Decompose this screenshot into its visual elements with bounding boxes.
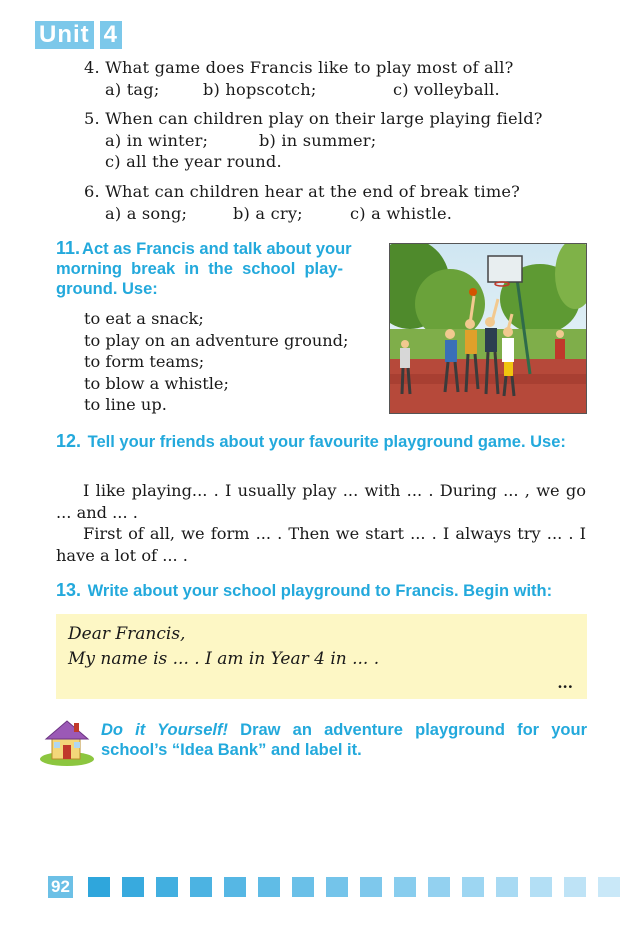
house-icon bbox=[38, 715, 96, 767]
do-it-yourself-task bbox=[101, 720, 587, 760]
question-6: 6. What can children hear at the end of break time? a) a song; b) a cry; c) a whistle. bbox=[84, 182, 521, 223]
letter-box bbox=[56, 614, 587, 699]
task-12-paragraph-2: First of all, we form ... . Then we start ... . I always try ... . I have a lot of ... . bbox=[56, 524, 586, 565]
page-number: 92 bbox=[48, 876, 73, 898]
option: a) tag; bbox=[105, 79, 160, 99]
question-text: When can children play on their large playing field? bbox=[105, 109, 543, 128]
option: b) hopscotch; bbox=[203, 79, 317, 99]
unit-badge bbox=[35, 21, 122, 49]
letter-line: My name is ... . I am in Year 4 in ... . bbox=[68, 649, 380, 669]
question-text: What game does Francis like to play most of all? bbox=[105, 58, 514, 77]
letter-greeting: Dear Francis, bbox=[68, 624, 186, 644]
decorative-square-row bbox=[88, 877, 620, 897]
phrase: to line up. bbox=[84, 395, 167, 415]
question-text: What can children hear at the end of break time? bbox=[105, 182, 521, 201]
letter-continuation: ... bbox=[557, 674, 573, 692]
task-13-title: 13. Write about your school playground to Francis. Begin with: bbox=[56, 580, 553, 600]
task-11-title: 11. Act as Francis and talk about your morning break in the school play- ground. Use: bbox=[56, 238, 352, 298]
option: a) a song; bbox=[105, 203, 188, 223]
unit-label: Unit bbox=[35, 21, 94, 49]
diy-lead: Do it Yourself! bbox=[101, 721, 228, 739]
phrase: to form teams; bbox=[84, 352, 205, 372]
question-5: 5. When can children play on their large playing field? a) in winter; b) in summer; c) all the year round. bbox=[84, 109, 543, 171]
option: b) in summer; bbox=[259, 130, 377, 150]
diy-text: Draw an adventure playground for your school’s “Idea Bank” and label it. bbox=[101, 721, 588, 759]
option: b) a cry; bbox=[233, 203, 303, 223]
option: c) volleyball. bbox=[393, 79, 500, 99]
task-11-phrase-list bbox=[84, 308, 394, 416]
phrase: to eat a snack; bbox=[84, 309, 204, 328]
phrase: to play on an adventure ground; bbox=[84, 330, 349, 350]
option: c) all the year round. bbox=[105, 152, 282, 171]
option: a) in winter; bbox=[105, 130, 209, 150]
phrase: to blow a whistle; bbox=[84, 373, 229, 393]
task-12-title: 12. Tell your friends about your favourite playground game. Use: bbox=[56, 431, 566, 451]
option: c) a whistle. bbox=[350, 203, 453, 223]
unit-number: 4 bbox=[100, 21, 122, 49]
basketball-playground-photo bbox=[389, 243, 587, 414]
question-4: 4. What game does Francis like to play most of all? a) tag; b) hopscotch; c) volleyball. bbox=[84, 58, 514, 99]
task-12-paragraph-1: I like playing... . I usually play ... with ... . During ... , we go ... and ... . bbox=[56, 481, 586, 522]
